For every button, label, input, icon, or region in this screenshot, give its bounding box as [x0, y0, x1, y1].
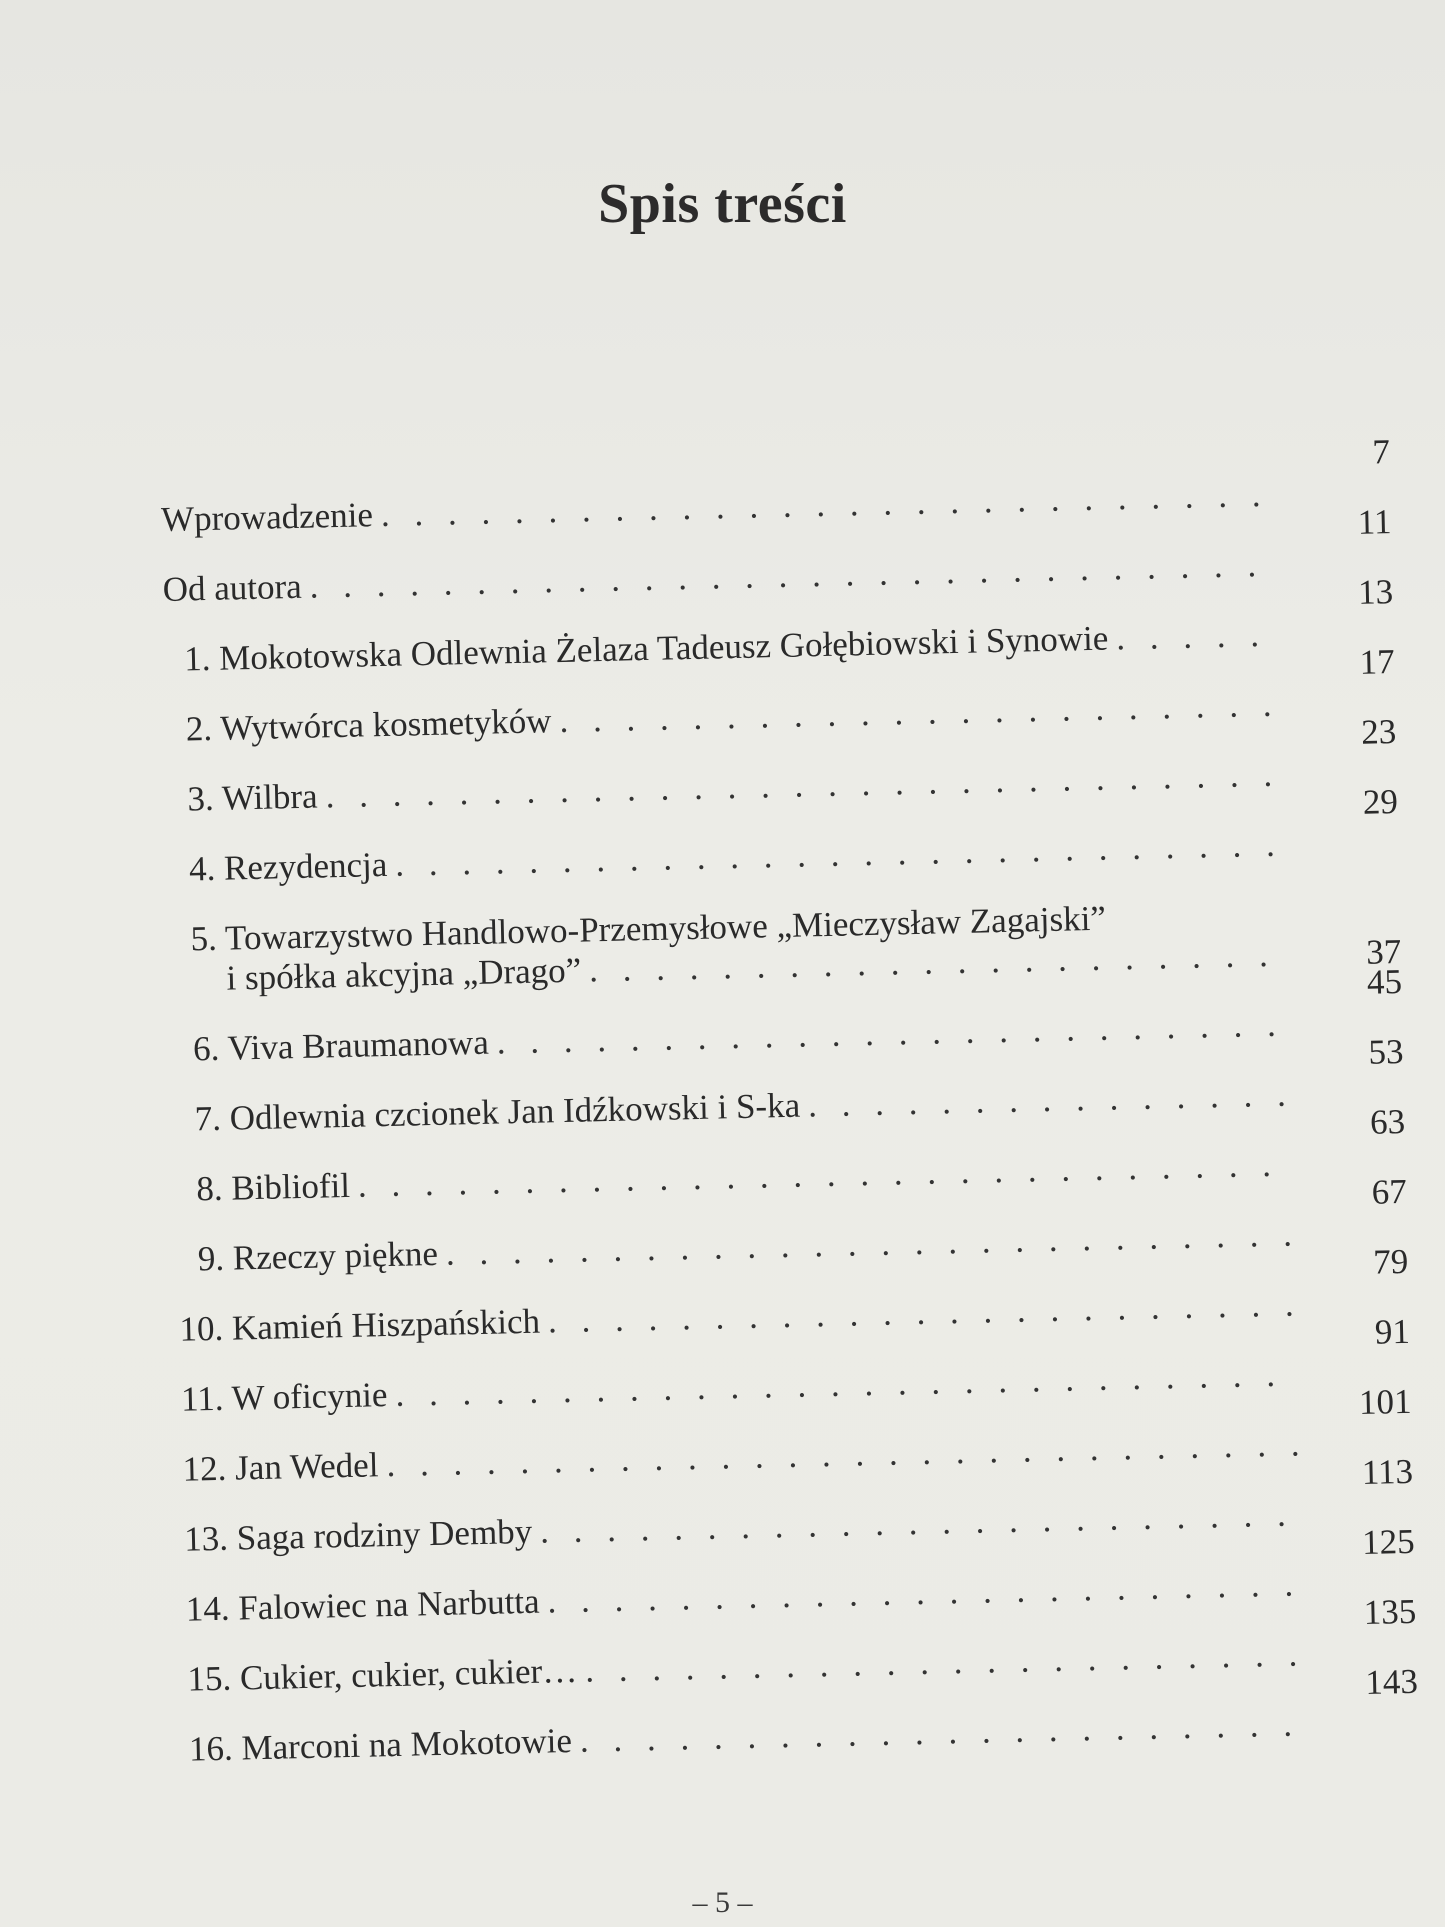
- toc-entry-label: 16. Marconi na Mokotowie: [188, 1720, 573, 1769]
- toc-entry-label: 5. Towarzystwo Handlowo-Przemysłowe „Mieczysław Zagajski”: [190, 898, 1107, 959]
- toc-entry-label: Wprowadzenie: [160, 495, 374, 539]
- toc-entry-label: 10. Kamień Hiszpańskich: [179, 1301, 541, 1349]
- page-number-footer: – 5 –: [692, 1886, 753, 1919]
- toc-entry-page: 91: [1374, 1311, 1411, 1352]
- toc-entry-page: 79: [1372, 1241, 1409, 1282]
- toc-entry-label-continued: i spółka akcyjna „Drago”: [226, 950, 582, 998]
- toc-entry-page: 23: [1360, 712, 1397, 752]
- toc-entry-page: 45: [1366, 961, 1403, 1002]
- toc-entry-page: 17: [1359, 642, 1396, 682]
- toc-entry-page: 63: [1369, 1101, 1406, 1142]
- toc-entry-label: 13. Saga rodziny Demby: [183, 1511, 533, 1559]
- toc-entry-page: 37: [1365, 931, 1402, 972]
- dot-leader: [1116, 615, 1285, 659]
- toc-entry-label: 14. Falowiec na Narbutta: [185, 1581, 540, 1629]
- table-of-contents: [160, 432, 1419, 1770]
- toc-entry-label: 1. Mokotowska Odlewnia Żelaza Tadeusz Gołębiowski i Synowie: [183, 618, 1109, 679]
- toc-entry-label: 11. W oficynie: [180, 1375, 388, 1419]
- toc-entry-label: 2. Wytwórca kosmetyków: [185, 701, 552, 749]
- toc-entry-page: 67: [1371, 1171, 1408, 1212]
- toc-entry-label: 4. Rezydencja: [188, 844, 388, 889]
- toc-entry-label: 9. Rzeczy piękne: [197, 1233, 439, 1279]
- toc-entry-label: 15. Cukier, cukier, cukier…: [186, 1650, 578, 1699]
- toc-entry-label: Od autora: [162, 566, 303, 609]
- toc-entry-page: 113: [1361, 1451, 1414, 1492]
- toc-entry-page: 13: [1357, 572, 1394, 612]
- toc-entry-page: 29: [1362, 782, 1399, 822]
- toc-entry-page: 143: [1364, 1661, 1419, 1702]
- toc-entry-page: 53: [1368, 1031, 1404, 1072]
- toc-entry-label: 6. Viva Braumanowa: [192, 1022, 490, 1069]
- toc-entry-label: 7. Odlewnia czcionek Jan Idźkowski i S-ka: [194, 1085, 801, 1139]
- dot-leader: [579, 1704, 1309, 1761]
- toc-entry-page: 11: [1357, 502, 1392, 542]
- toc-entry-label: 12. Jan Wedel: [182, 1445, 379, 1489]
- toc-entry-page: 101: [1358, 1381, 1412, 1423]
- toc-entry-page: 135: [1363, 1591, 1417, 1632]
- toc-entry-label: 8. Bibliofil: [195, 1165, 351, 1209]
- toc-entry-label: 3. Wilbra: [187, 776, 319, 819]
- toc-entry-page: 125: [1361, 1521, 1416, 1562]
- page-title: Spis treści: [598, 173, 847, 235]
- toc-entry-page: 7: [1371, 432, 1391, 472]
